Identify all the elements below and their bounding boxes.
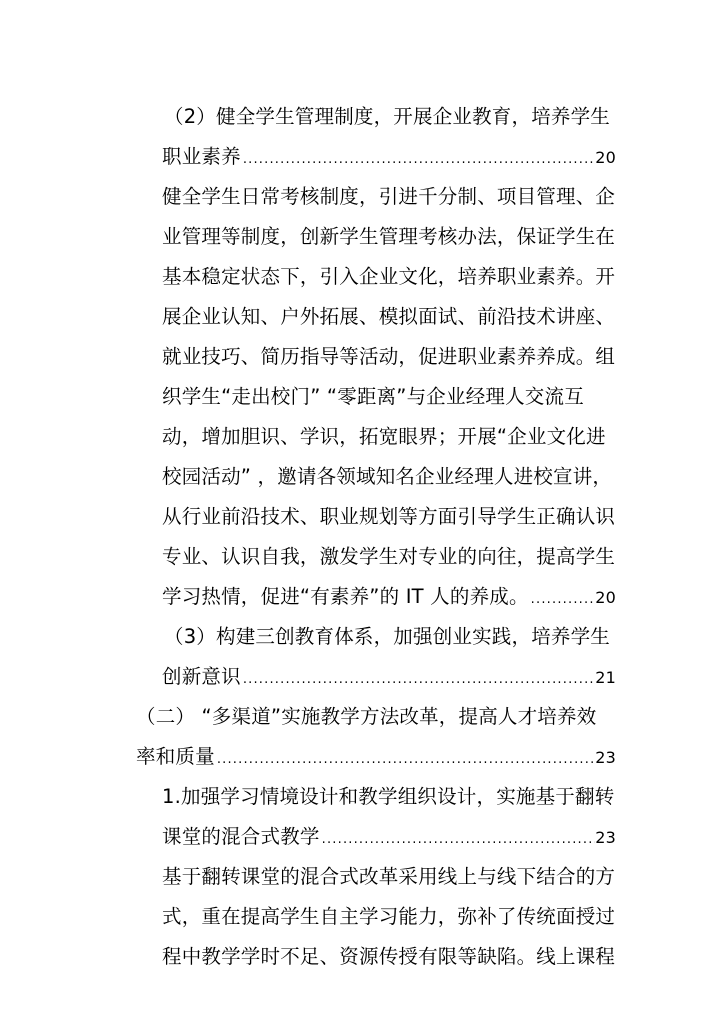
toc-leader-dots: [215, 745, 595, 775]
toc-entry[interactable]: [162, 142, 616, 172]
toc-page-number: 23: [595, 828, 616, 847]
body-text-line: 式，重在提高学生自主学习能力，弥补了传统面授过: [162, 905, 616, 928]
body-text-line: 健全学生日常考核制度，引进千分制、项目管理、企: [162, 185, 616, 208]
toc-page-number: 20: [595, 148, 616, 167]
body-text-line: 基于翻转课堂的混合式改革采用线上与线下结合的方: [162, 865, 616, 888]
body-text-line: 从行业前沿技术、职业规划等方面引导学生正确认识: [162, 505, 616, 528]
body-text-line: 动，增加胆识、学识，拓宽眼界；开展“企业文化进: [162, 425, 606, 448]
body-text-line: 校园活动” ，邀请各领域知名企业经理人进校宣讲，: [162, 465, 613, 488]
body-text-line: 就业技巧、简历指导等活动，促进职业素养养成。组: [162, 345, 616, 368]
toc-heading-line: （二） “多渠道”实施教学方法改革，提高人才培养效: [136, 705, 597, 728]
body-text-line: 程中教学学时不足、资源传授有限等缺陷。线上课程: [162, 945, 616, 968]
body-text-line: 展企业认知、户外拓展、模拟面试、前沿技术讲座、: [162, 305, 616, 328]
toc-entry[interactable]: [136, 742, 616, 772]
toc-entry-title: 率和质量: [136, 745, 215, 768]
toc-leader-dots: [320, 825, 596, 855]
toc-entry[interactable]: [162, 582, 616, 612]
toc-leader-dots: [241, 145, 595, 175]
toc-heading-line: （3）构建三创教育体系，加强创业实践，培养学生: [164, 625, 611, 648]
toc-leader-dots: [241, 665, 595, 695]
toc-entry-title: 创新意识: [162, 665, 241, 688]
toc-page-number: 20: [595, 588, 616, 607]
toc-entry[interactable]: [162, 822, 616, 852]
toc-entry-title: 学习热情，促进“有素养”的 IT 人的养成。: [162, 585, 529, 608]
toc-entry-title: 职业素养: [162, 145, 241, 168]
toc-page-number: 21: [595, 668, 616, 687]
body-text-line: 织学生“走出校门” “零距离”与企业经理人交流互: [162, 385, 584, 408]
toc-heading-line: （2）健全学生管理制度，开展企业教育，培养学生: [164, 105, 611, 128]
body-text-line: 基本稳定状态下，引入企业文化，培养职业素养。开: [162, 265, 616, 288]
toc-entry[interactable]: [162, 662, 616, 692]
body-text-line: 业管理等制度，创新学生管理考核办法，保证学生在: [162, 225, 616, 248]
toc-entry-title: 课堂的混合式教学: [162, 825, 320, 848]
toc-page-number: 23: [595, 748, 616, 767]
toc-heading-line: 1.加强学习情境设计和教学组织设计，实施基于翻转: [162, 785, 615, 808]
body-text-line: 专业、认识自我，激发学生对专业的向往，提高学生: [162, 545, 616, 568]
toc-leader-dots: [529, 585, 596, 615]
